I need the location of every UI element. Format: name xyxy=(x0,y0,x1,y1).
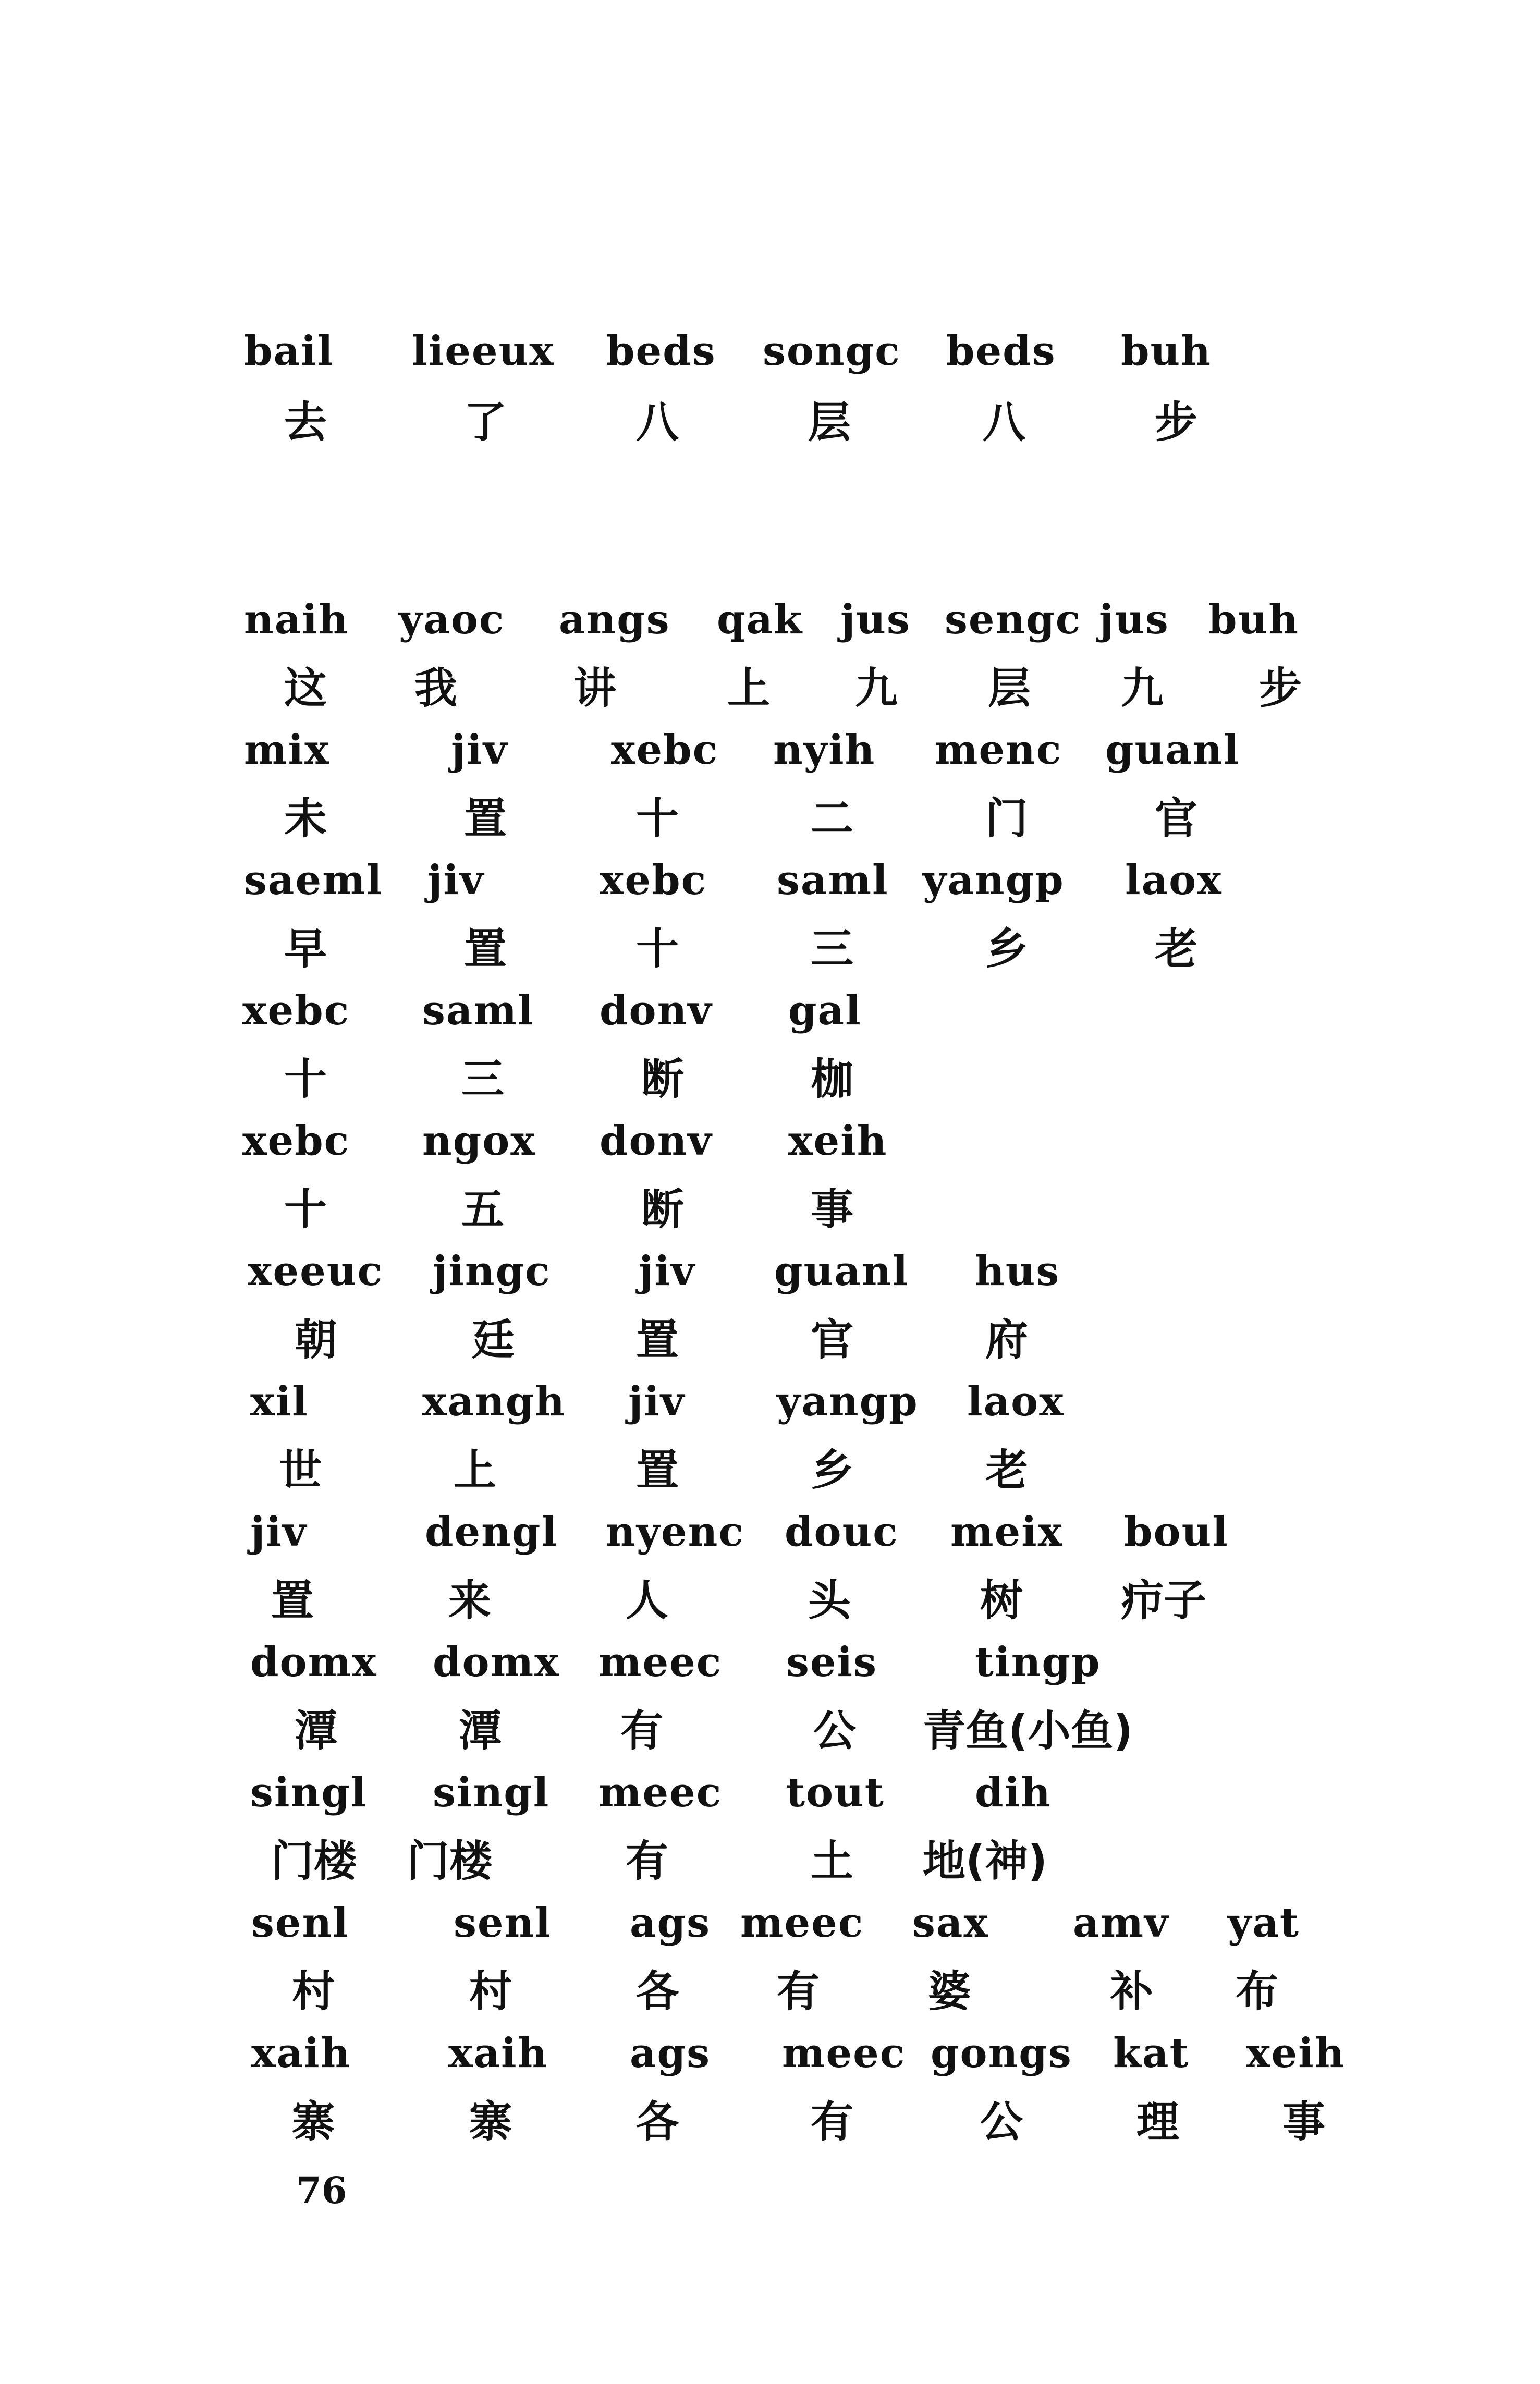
chinese-gloss: 有 xyxy=(620,1706,664,1756)
romanized-word: buh xyxy=(1121,327,1212,375)
chinese-gloss: 婆 xyxy=(928,1967,971,2016)
chinese-gloss: 枷 xyxy=(811,1055,854,1104)
romanized-line xyxy=(0,327,1540,409)
romanized-word: xebc xyxy=(242,1117,350,1165)
romanized-word: mix xyxy=(244,726,330,774)
romanized-word: kat xyxy=(1113,2030,1190,2077)
chinese-gloss: 五 xyxy=(461,1185,505,1234)
romanized-word: yangp xyxy=(923,857,1065,904)
romanized-word: senl xyxy=(251,1899,349,1947)
romanized-word: gongs xyxy=(931,2030,1072,2077)
romanized-word: laox xyxy=(967,1378,1065,1425)
romanized-line xyxy=(0,726,1540,808)
romanized-word: hus xyxy=(975,1248,1060,1295)
chinese-gloss: 断 xyxy=(641,1055,685,1104)
chinese-gloss: 二 xyxy=(811,794,854,843)
romanized-word: qak xyxy=(717,596,803,643)
romanized-line xyxy=(0,1117,1540,1199)
chinese-gloss: 断 xyxy=(641,1185,685,1234)
chinese-gloss: 门楼 xyxy=(407,1837,493,1886)
chinese-gloss: 我 xyxy=(414,664,458,713)
chinese-gloss: 头 xyxy=(808,1576,851,1625)
chinese-gloss: 老 xyxy=(1155,924,1198,974)
romanized-word: tout xyxy=(786,1769,885,1816)
chinese-gloss: 门 xyxy=(985,794,1029,843)
romanized-word: menc xyxy=(935,726,1062,774)
chinese-gloss: 各 xyxy=(636,1967,679,2016)
chinese-gloss: 去 xyxy=(284,398,327,447)
chinese-gloss: 九 xyxy=(855,664,898,713)
romanized-word: laox xyxy=(1125,857,1223,904)
romanized-word: saml xyxy=(777,857,889,904)
chinese-gloss: 未 xyxy=(284,794,327,843)
chinese-gloss: 世 xyxy=(279,1446,322,1495)
romanized-word: xil xyxy=(250,1378,309,1425)
chinese-gloss: 十 xyxy=(284,1055,327,1104)
chinese-gloss: 八 xyxy=(636,398,679,447)
romanized-line xyxy=(0,596,1540,678)
chinese-gloss: 潭 xyxy=(459,1706,502,1756)
chinese-gloss: 官 xyxy=(1155,794,1198,843)
romanized-word: jus xyxy=(840,596,911,643)
chinese-gloss: 青鱼(小鱼) xyxy=(923,1706,1133,1756)
chinese-gloss: 门楼 xyxy=(271,1837,357,1886)
romanized-word: meix xyxy=(950,1508,1064,1556)
chinese-gloss: 步 xyxy=(1155,398,1198,447)
romanized-word: ngox xyxy=(422,1117,536,1165)
chinese-gloss: 有 xyxy=(777,1967,820,2016)
chinese-gloss: 来 xyxy=(448,1576,492,1625)
romanized-word: xeih xyxy=(1246,2030,1346,2077)
chinese-gloss: 寨 xyxy=(292,2097,335,2147)
chinese-gloss: 十 xyxy=(636,924,679,974)
chinese-gloss: 官 xyxy=(811,1315,854,1365)
chinese-gloss: 理 xyxy=(1136,2097,1180,2147)
romanized-word: saml xyxy=(422,987,534,1034)
romanized-line xyxy=(0,857,1540,938)
romanized-word: ags xyxy=(630,1899,711,1947)
romanized-word: domx xyxy=(250,1639,377,1686)
chinese-gloss: 村 xyxy=(292,1967,335,2016)
romanized-word: xangh xyxy=(422,1378,566,1425)
chinese-gloss: 这 xyxy=(284,664,327,713)
chinese-gloss: 置 xyxy=(636,1446,679,1495)
chinese-gloss: 置 xyxy=(464,794,507,843)
romanized-word: senl xyxy=(454,1899,552,1947)
chinese-gloss: 三 xyxy=(461,1055,505,1104)
romanized-word: domx xyxy=(433,1639,560,1686)
romanized-word: jiv xyxy=(451,726,508,774)
romanized-word: dengl xyxy=(425,1508,558,1556)
chinese-gloss: 疖子 xyxy=(1121,1576,1207,1625)
romanized-word: boul xyxy=(1124,1508,1229,1556)
romanized-word: tingp xyxy=(975,1639,1101,1686)
romanized-word: jiv xyxy=(250,1508,308,1556)
romanized-word: xebc xyxy=(600,857,707,904)
romanized-line xyxy=(0,1508,1540,1590)
chinese-gloss: 老 xyxy=(985,1446,1029,1495)
romanized-word: singl xyxy=(433,1769,550,1816)
romanized-word: jingc xyxy=(433,1248,551,1295)
romanized-word: meec xyxy=(598,1639,723,1686)
chinese-gloss: 十 xyxy=(636,794,679,843)
romanized-word: yaoc xyxy=(399,596,505,643)
romanized-word: nyenc xyxy=(606,1508,744,1556)
romanized-line xyxy=(0,1769,1540,1851)
romanized-word: beds xyxy=(946,327,1056,375)
romanized-line xyxy=(0,987,1540,1069)
romanized-word: ags xyxy=(630,2030,711,2077)
chinese-gloss: 土 xyxy=(811,1837,854,1886)
chinese-gloss: 事 xyxy=(1282,2097,1326,2147)
romanized-word: singl xyxy=(250,1769,368,1816)
chinese-gloss: 乡 xyxy=(985,924,1029,974)
romanized-word: saeml xyxy=(244,857,383,904)
romanized-word: jus xyxy=(1099,596,1169,643)
chinese-gloss: 公 xyxy=(980,2097,1023,2147)
romanized-word: jiv xyxy=(427,857,485,904)
chinese-gloss: 村 xyxy=(469,1967,512,2016)
chinese-gloss: 树 xyxy=(980,1576,1023,1625)
chinese-gloss: 有 xyxy=(811,2097,854,2147)
romanized-word: songc xyxy=(763,327,901,375)
romanized-word: xebc xyxy=(611,726,719,774)
romanized-word: yat xyxy=(1228,1899,1300,1947)
chinese-gloss: 朝 xyxy=(295,1315,338,1365)
chinese-gloss: 府 xyxy=(985,1315,1029,1365)
chinese-gloss: 各 xyxy=(636,2097,679,2147)
romanized-line xyxy=(0,1248,1540,1329)
romanized-word: xaih xyxy=(448,2030,548,2077)
romanized-word: lieeux xyxy=(412,327,555,375)
page-number: 76 xyxy=(296,2169,347,2212)
chinese-gloss: 上 xyxy=(727,664,771,713)
romanized-line xyxy=(0,1639,1540,1720)
chinese-gloss: 置 xyxy=(636,1315,679,1365)
romanized-word: jiv xyxy=(628,1378,686,1425)
chinese-gloss: 有 xyxy=(626,1837,669,1886)
romanized-word: guanl xyxy=(1105,726,1240,774)
romanized-word: donv xyxy=(600,987,713,1034)
romanized-word: guanl xyxy=(774,1248,909,1295)
romanized-word: sengc xyxy=(945,596,1082,643)
romanized-word: meec xyxy=(782,2030,906,2077)
chinese-gloss: 置 xyxy=(464,924,507,974)
character-line xyxy=(0,398,1540,480)
romanized-word: xebc xyxy=(242,987,350,1034)
chinese-gloss: 讲 xyxy=(573,664,617,713)
chinese-gloss: 十 xyxy=(284,1185,327,1234)
romanized-word: naih xyxy=(244,596,349,643)
chinese-gloss: 潭 xyxy=(295,1706,338,1756)
chinese-gloss: 寨 xyxy=(469,2097,512,2147)
romanized-word: angs xyxy=(559,596,670,643)
chinese-gloss: 地(神) xyxy=(923,1837,1047,1886)
romanized-word: nyih xyxy=(773,726,876,774)
chinese-gloss: 层 xyxy=(808,398,851,447)
chinese-gloss: 了 xyxy=(464,398,507,447)
chinese-gloss: 补 xyxy=(1110,1967,1154,2016)
romanized-word: seis xyxy=(786,1639,878,1686)
chinese-gloss: 事 xyxy=(811,1185,854,1234)
chinese-gloss: 三 xyxy=(811,924,854,974)
chinese-gloss: 层 xyxy=(988,664,1031,713)
romanized-word: jiv xyxy=(639,1248,696,1295)
chinese-gloss: 置 xyxy=(271,1576,314,1625)
chinese-gloss: 乡 xyxy=(811,1446,854,1495)
romanized-word: xeeuc xyxy=(248,1248,383,1295)
romanized-word: meec xyxy=(740,1899,864,1947)
romanized-word: gal xyxy=(788,987,862,1034)
chinese-gloss: 八 xyxy=(983,398,1026,447)
chinese-gloss: 步 xyxy=(1259,664,1302,713)
romanized-word: donv xyxy=(600,1117,713,1165)
romanized-word: yangp xyxy=(777,1378,919,1425)
chinese-gloss: 公 xyxy=(813,1706,857,1756)
chinese-gloss: 布 xyxy=(1236,1967,1279,2016)
chinese-gloss: 廷 xyxy=(472,1315,515,1365)
romanized-word: buh xyxy=(1208,596,1299,643)
romanized-word: bail xyxy=(244,327,334,375)
chinese-gloss: 早 xyxy=(284,924,327,974)
romanized-line xyxy=(0,1899,1540,1981)
romanized-word: amv xyxy=(1073,1899,1169,1947)
romanized-word: douc xyxy=(785,1508,899,1556)
chinese-gloss: 九 xyxy=(1121,664,1164,713)
chinese-gloss: 上 xyxy=(454,1446,497,1495)
romanized-word: sax xyxy=(912,1899,989,1947)
romanized-word: xeih xyxy=(788,1117,888,1165)
romanized-word: meec xyxy=(598,1769,723,1816)
romanized-word: beds xyxy=(606,327,716,375)
romanized-word: xaih xyxy=(251,2030,351,2077)
character-line xyxy=(0,2097,1540,2179)
chinese-gloss: 人 xyxy=(626,1576,669,1625)
romanized-line xyxy=(0,1378,1540,1460)
romanized-word: dih xyxy=(975,1769,1052,1816)
